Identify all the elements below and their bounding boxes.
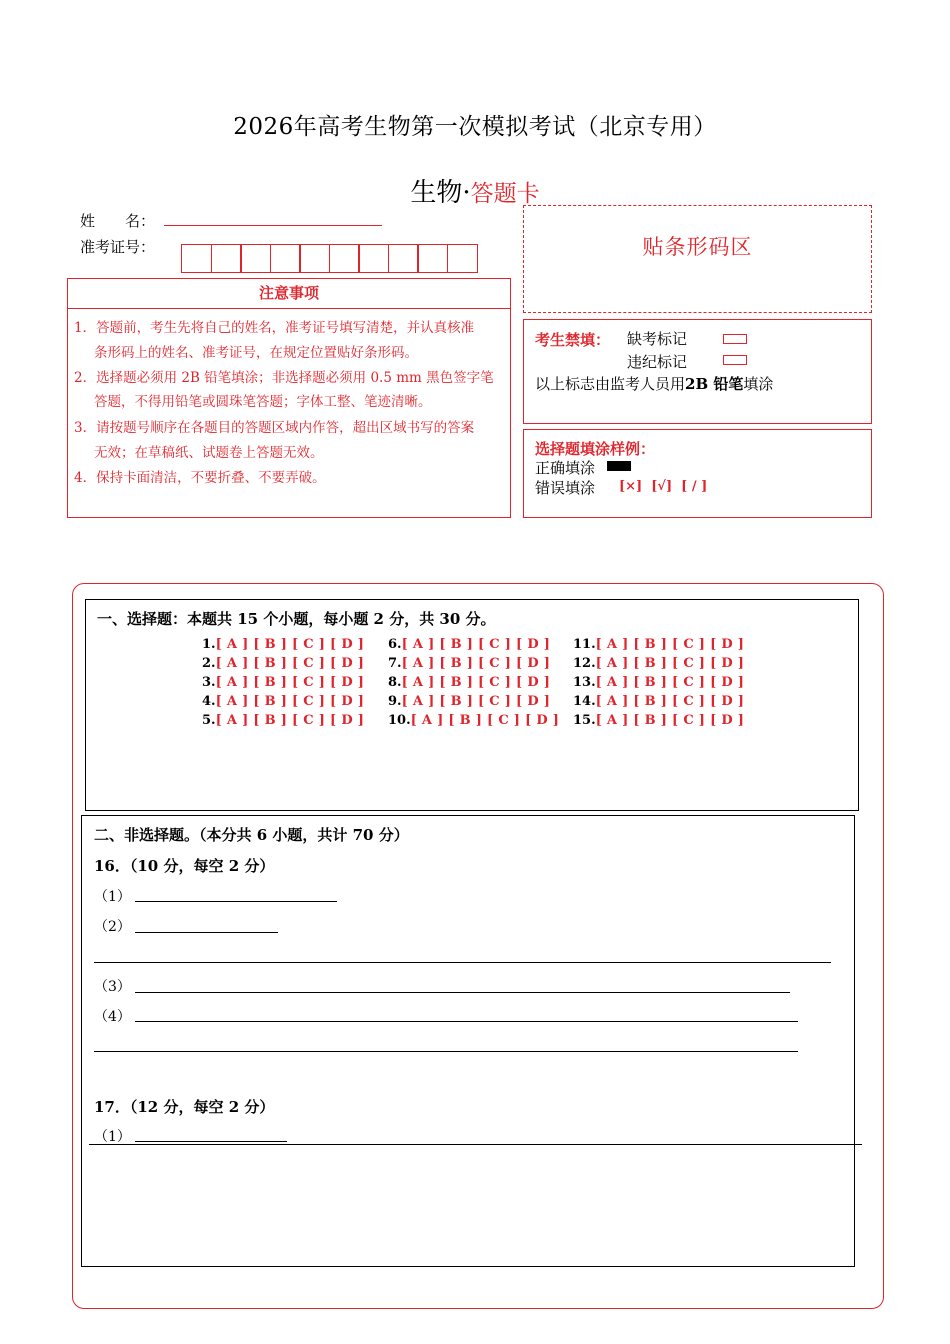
forbidden-note-bold: 2B 铅笔 bbox=[685, 375, 744, 393]
mc-number: 9. bbox=[388, 694, 402, 709]
mc-options[interactable]: [ A ] [ B ] [ C ] [ D ] bbox=[401, 694, 551, 709]
mc-number: 10. bbox=[388, 713, 411, 728]
notice-item: 无效；在草稿纸、试题卷上答题无效。 bbox=[94, 445, 324, 461]
mc-number: 1. bbox=[202, 637, 216, 652]
mc-question-14[interactable] bbox=[573, 694, 744, 709]
mc-number: 8. bbox=[388, 675, 402, 690]
mc-question-7[interactable] bbox=[388, 656, 550, 671]
mc-question-1[interactable] bbox=[202, 637, 364, 652]
mc-options[interactable]: [ A ] [ B ] [ C ] [ D ] bbox=[215, 656, 365, 671]
mc-options[interactable]: [ A ] [ B ] [ C ] [ D ] bbox=[595, 637, 745, 652]
violation-mark-box[interactable] bbox=[723, 355, 747, 365]
wrong-fill-marks: [×] [√] [ / ] bbox=[619, 479, 708, 494]
violation-label: 违纪标记 bbox=[627, 353, 688, 371]
mc-number: 7. bbox=[388, 656, 402, 671]
mc-options[interactable]: [ A ] [ B ] [ C ] [ D ] bbox=[595, 675, 745, 690]
mc-number: 5. bbox=[202, 713, 216, 728]
mc-number: 13. bbox=[573, 675, 596, 690]
mc-options[interactable]: [ A ] [ B ] [ C ] [ D ] bbox=[215, 675, 365, 690]
subject-dot: · bbox=[462, 178, 471, 208]
notice-item: 4．保持卡面清洁，不要折叠、不要弄破。 bbox=[74, 470, 326, 486]
ticket-digit-box[interactable] bbox=[211, 244, 242, 273]
mc-question-11[interactable] bbox=[573, 637, 744, 652]
mc-question-4[interactable] bbox=[202, 694, 364, 709]
ticket-digit-box[interactable] bbox=[388, 244, 419, 273]
q16-part-1-label: （1） bbox=[94, 889, 131, 905]
ticket-digit-box[interactable] bbox=[417, 244, 448, 273]
ticket-digit-box[interactable] bbox=[299, 244, 330, 273]
ticket-number-boxes[interactable] bbox=[181, 244, 476, 273]
forbidden-note-prefix: 以上标志由监考人员用 bbox=[535, 375, 686, 393]
q16-part-4-answer-line-2[interactable] bbox=[94, 1051, 798, 1052]
notice-item: 3．请按题号顺序在各题目的答题区域内作答，超出区域书写的答案 bbox=[74, 420, 475, 436]
q16-part-2-label: （2） bbox=[94, 919, 131, 935]
mc-options[interactable]: [ A ] [ B ] [ C ] [ D ] bbox=[215, 713, 365, 728]
ticket-digit-box[interactable] bbox=[447, 244, 478, 273]
correct-fill-label: 正确填涂 bbox=[535, 459, 596, 477]
mc-options[interactable]: [ A ] [ B ] [ C ] [ D ] bbox=[410, 713, 560, 728]
mc-options[interactable]: [ A ] [ B ] [ C ] [ D ] bbox=[401, 656, 551, 671]
q16-title: 16．（10 分，每空 2 分） bbox=[94, 857, 275, 875]
notice-item: 2．选择题必须用 2B 铅笔填涂；非选择题必须用 0.5 mm 黑色签字笔 bbox=[74, 370, 494, 386]
mc-options[interactable]: [ A ] [ B ] [ C ] [ D ] bbox=[595, 694, 745, 709]
name-label: 姓 名： bbox=[80, 212, 156, 230]
q16-part-1-answer-line[interactable] bbox=[135, 901, 337, 902]
q17-divider-line bbox=[89, 1144, 862, 1145]
forbidden-title: 考生禁填： bbox=[535, 331, 611, 349]
section1-title: 一、选择题：本题共 15 个小题，每小题 2 分，共 30 分。 bbox=[97, 610, 496, 628]
mc-number: 15. bbox=[573, 713, 596, 728]
notice-item: 1．答题前，考生先将自己的姓名，准考证号填写清楚，并认真核准 bbox=[74, 320, 475, 336]
q16-part-3-answer-line[interactable] bbox=[135, 992, 790, 993]
mc-options[interactable]: [ A ] [ B ] [ C ] [ D ] bbox=[401, 675, 551, 690]
name-field[interactable] bbox=[164, 225, 382, 226]
ticket-digit-box[interactable] bbox=[270, 244, 301, 273]
q16-part-2-answer-line[interactable] bbox=[135, 932, 278, 933]
ticket-digit-box[interactable] bbox=[240, 244, 271, 273]
q16-part-3-label: （3） bbox=[94, 979, 131, 995]
ticket-digit-box[interactable] bbox=[358, 244, 389, 273]
mc-question-12[interactable] bbox=[573, 656, 744, 671]
correct-fill-swatch bbox=[607, 461, 631, 471]
mc-number: 2. bbox=[202, 656, 216, 671]
q16-part-4-answer-line[interactable] bbox=[135, 1021, 798, 1022]
mc-number: 3. bbox=[202, 675, 216, 690]
mc-question-6[interactable] bbox=[388, 637, 550, 652]
sample-title: 选择题填涂样例： bbox=[535, 440, 656, 458]
mc-number: 11. bbox=[573, 637, 596, 652]
mc-options[interactable]: [ A ] [ B ] [ C ] [ D ] bbox=[595, 713, 745, 728]
mc-question-10[interactable] bbox=[388, 713, 559, 728]
mc-question-15[interactable] bbox=[573, 713, 744, 728]
exam-title: 2026年高考生物第一次模拟考试（北京专用） bbox=[233, 114, 717, 140]
q16-part-4-label: （4） bbox=[94, 1009, 131, 1025]
mc-options[interactable]: [ A ] [ B ] [ C ] [ D ] bbox=[215, 694, 365, 709]
q17-part-1-label: （1） bbox=[94, 1129, 131, 1145]
answer-card-label: 答题卡 bbox=[470, 181, 540, 207]
mc-question-8[interactable] bbox=[388, 675, 550, 690]
notice-title: 注意事项 bbox=[67, 278, 511, 309]
q17-title: 17．（12 分，每空 2 分） bbox=[94, 1098, 275, 1116]
subject-title bbox=[0, 172, 950, 209]
mc-options[interactable]: [ A ] [ B ] [ C ] [ D ] bbox=[595, 656, 745, 671]
mc-options[interactable]: [ A ] [ B ] [ C ] [ D ] bbox=[215, 637, 365, 652]
mc-number: 6. bbox=[388, 637, 402, 652]
mc-options[interactable]: [ A ] [ B ] [ C ] [ D ] bbox=[401, 637, 551, 652]
mc-question-13[interactable] bbox=[573, 675, 744, 690]
forbidden-note bbox=[535, 373, 773, 394]
wrong-fill-label: 错误填涂 bbox=[535, 479, 596, 497]
subject-name: 生物 bbox=[410, 178, 463, 208]
forbidden-note-suffix: 填涂 bbox=[743, 375, 774, 393]
ticket-digit-box[interactable] bbox=[329, 244, 360, 273]
section2-title: 二、非选择题。（本分共 6 小题，共计 70 分） bbox=[94, 826, 409, 844]
ticket-digit-box[interactable] bbox=[181, 244, 212, 273]
mc-number: 14. bbox=[573, 694, 596, 709]
notice-item: 答题，不得用铅笔或圆珠笔答题；字体工整、笔迹清晰。 bbox=[94, 394, 432, 410]
absent-mark-box[interactable] bbox=[723, 334, 747, 344]
ticket-label: 准考证号： bbox=[80, 238, 156, 256]
mc-number: 4. bbox=[202, 694, 216, 709]
absent-label: 缺考标记 bbox=[627, 330, 688, 348]
mc-number: 12. bbox=[573, 656, 596, 671]
notice-item: 条形码上的姓名、准考证号，在规定位置贴好条形码。 bbox=[94, 345, 418, 361]
q17-part-1-answer-line[interactable] bbox=[135, 1141, 287, 1142]
open-questions-box bbox=[81, 815, 855, 1267]
q16-part-2-answer-line-2[interactable] bbox=[94, 962, 831, 963]
barcode-label: 贴条形码区 bbox=[642, 235, 753, 259]
mc-question-2[interactable] bbox=[202, 656, 364, 671]
mc-question-9[interactable] bbox=[388, 694, 550, 709]
mc-question-3[interactable] bbox=[202, 675, 364, 690]
mc-question-5[interactable] bbox=[202, 713, 364, 728]
